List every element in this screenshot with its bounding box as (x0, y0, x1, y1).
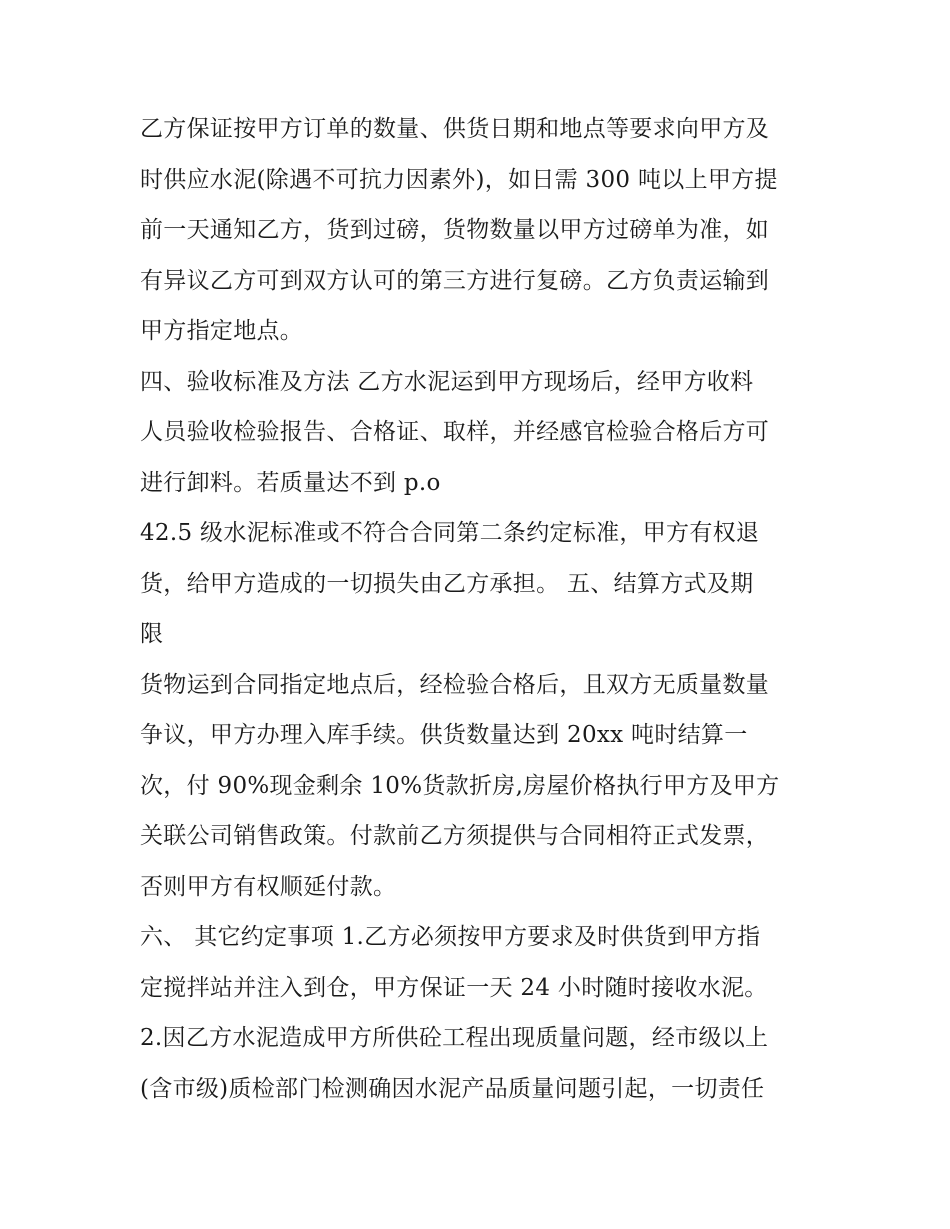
text-line: 定搅拌站并注入到仓，甲方保证一天 24 小时随时接收水泥。 (140, 974, 768, 1001)
text-line: 货物运到合同指定地点后，经检验合格后，且双方无质量数量 (140, 671, 770, 698)
text-line: 人员验收检验报告、合格证、取样，并经感官检验合格后方可 (140, 419, 770, 445)
text-line: 四、验收标准及方法 乙方水泥运到甲方现场后，经甲方收料 (140, 368, 754, 395)
contract-text (140, 104, 830, 1114)
text-line: 限 (140, 621, 164, 647)
text-line: 货，给甲方造成的一切损失由乙方承担。 五、结算方式及期 (140, 570, 754, 597)
text-line: 乙方保证按甲方订单的数量、供货日期和地点等要求向甲方及 (140, 116, 770, 142)
text-line: 有异议乙方可到双方认可的第三方进行复磅。乙方负责运输到 (140, 267, 770, 294)
text-line: 42.5 级水泥标准或不符合合同第二条约定标准，甲方有权退 (140, 520, 760, 546)
text-line: 争议，甲方办理入库手续。供货数量达到 20xx 吨时结算一 (140, 722, 748, 748)
text-line: (含市级)质检部门检测确因水泥产品质量问题引起，一切责任 (140, 1075, 765, 1102)
text-line: 关联公司销售政策。付款前乙方须提供与合同相符正式发票， (140, 823, 770, 849)
text-line: 进行卸料。若质量达不到 p.o (140, 469, 441, 496)
text-line: 2.因乙方水泥造成甲方所供砼工程出现质量问题，经市级以上 (140, 1025, 769, 1051)
text-line: 否则甲方有权顺延付款。 (140, 873, 397, 900)
text-line: 时供应水泥(除遇不可抗力因素外)，如日需 300 吨以上甲方提 (140, 166, 778, 193)
text-line: 次，付 90%现金剩余 10%货款折房,房屋价格执行甲方及甲方 (140, 772, 780, 799)
text-line: 甲方指定地点。 (140, 318, 304, 344)
text-line: 六、 其它约定事项 1.乙方必须按甲方要求及时供货到甲方指 (140, 924, 761, 950)
text-line: 前一天通知乙方，货到过磅，货物数量以甲方过磅单为准，如 (140, 217, 770, 243)
